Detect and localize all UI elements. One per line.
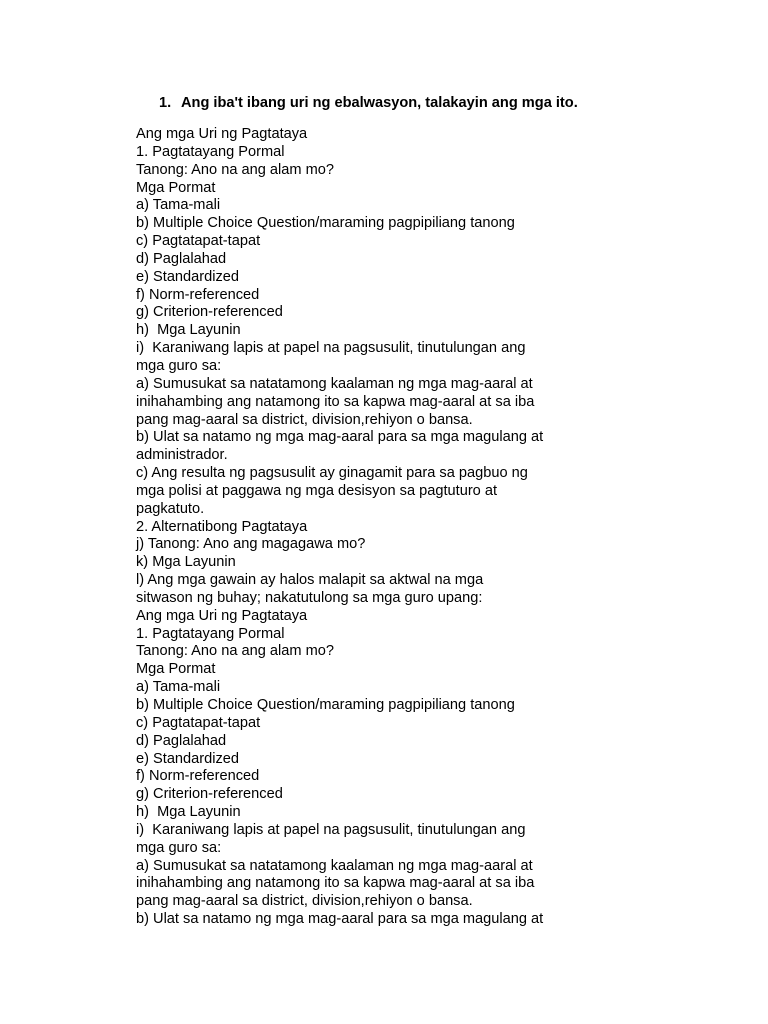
text-line: Tanong: Ano na ang alam mo? (136, 161, 334, 178)
text-line: sitwason ng buhay; nakatutulong sa mga guro upang: (136, 589, 483, 606)
text-line: b) Ulat sa natamo ng mga mag-aaral para sa mga magulang at (136, 911, 544, 928)
text-line: b) Multiple Choice Question/maraming pagpipiliang tanong (136, 697, 515, 713)
text-line: mga guro sa: (136, 839, 222, 856)
text-line: pang mag-aaral sa district, division,rehiyon o bansa. (136, 411, 473, 428)
document-body (136, 126, 696, 929)
text-line: administrador. (136, 447, 228, 464)
heading-number: 1. (159, 95, 172, 111)
text-line: 1. Pagtatayang Pormal (136, 143, 285, 160)
text-line: f) Norm-referenced (136, 286, 260, 303)
page-heading (159, 93, 578, 113)
text-line: pagkatuto. (136, 500, 205, 517)
text-line: Mga Pormat (136, 179, 216, 196)
text-line: i) Karaniwang lapis at papel na pagsusulit, tinutulungan ang (136, 821, 526, 838)
heading-text: Ang iba't ibang uri ng ebalwasyon, talakayin ang mga ito. (181, 95, 578, 111)
text-line: a) Sumusukat sa natatamong kaalaman ng mga mag-aaral at (136, 375, 533, 392)
text-line: Ang mga Uri ng Pagtataya (136, 126, 308, 142)
text-line: j) Tanong: Ano ang magagawa mo? (136, 536, 366, 553)
text-line: d) Paglalahad (136, 732, 227, 749)
text-line: b) Ulat sa natamo ng mga mag-aaral para sa mga magulang at (136, 429, 544, 446)
text-line: mga polisi at paggawa ng mga desisyon sa pagtuturo at (136, 482, 498, 499)
text-line: d) Paglalahad (136, 250, 227, 267)
text-line: Ang mga Uri ng Pagtataya (136, 607, 308, 624)
text-line: l) Ang mga gawain ay halos malapit sa aktwal na mga (136, 572, 484, 589)
text-line: mga guro sa: (136, 357, 222, 374)
text-line: g) Criterion-referenced (136, 786, 283, 803)
text-line: 2. Alternatibong Pagtataya (136, 518, 308, 535)
text-line: h) Mga Layunin (136, 804, 241, 821)
text-line: i) Karaniwang lapis at papel na pagsusulit, tinutulungan ang (136, 340, 526, 357)
text-line: c) Pagtatapat-tapat (136, 233, 261, 250)
text-line: e) Standardized (136, 750, 240, 767)
text-line: Mga Pormat (136, 661, 216, 678)
text-line: a) Tama-mali (136, 679, 221, 696)
text-line: pang mag-aaral sa district, division,rehiyon o bansa. (136, 893, 473, 910)
text-line: inihahambing ang natamong ito sa kapwa mag-aaral at sa iba (136, 875, 535, 892)
text-line: inihahambing ang natamong ito sa kapwa mag-aaral at sa iba (136, 393, 535, 410)
text-line: e) Standardized (136, 268, 240, 285)
text-line: a) Tama-mali (136, 197, 221, 214)
text-line: k) Mga Layunin (136, 554, 236, 571)
text-line: h) Mga Layunin (136, 322, 241, 339)
text-line: f) Norm-referenced (136, 768, 260, 785)
text-line: c) Ang resulta ng pagsusulit ay ginagamit para sa pagbuo ng (136, 465, 528, 482)
text-line: Tanong: Ano na ang alam mo? (136, 643, 334, 660)
text-line: c) Pagtatapat-tapat (136, 714, 261, 731)
text-line: b) Multiple Choice Question/maraming pagpipiliang tanong (136, 215, 515, 232)
text-line: g) Criterion-referenced (136, 304, 283, 321)
text-line: 1. Pagtatayang Pormal (136, 625, 285, 642)
text-line: a) Sumusukat sa natatamong kaalaman ng mga mag-aaral at (136, 857, 533, 874)
